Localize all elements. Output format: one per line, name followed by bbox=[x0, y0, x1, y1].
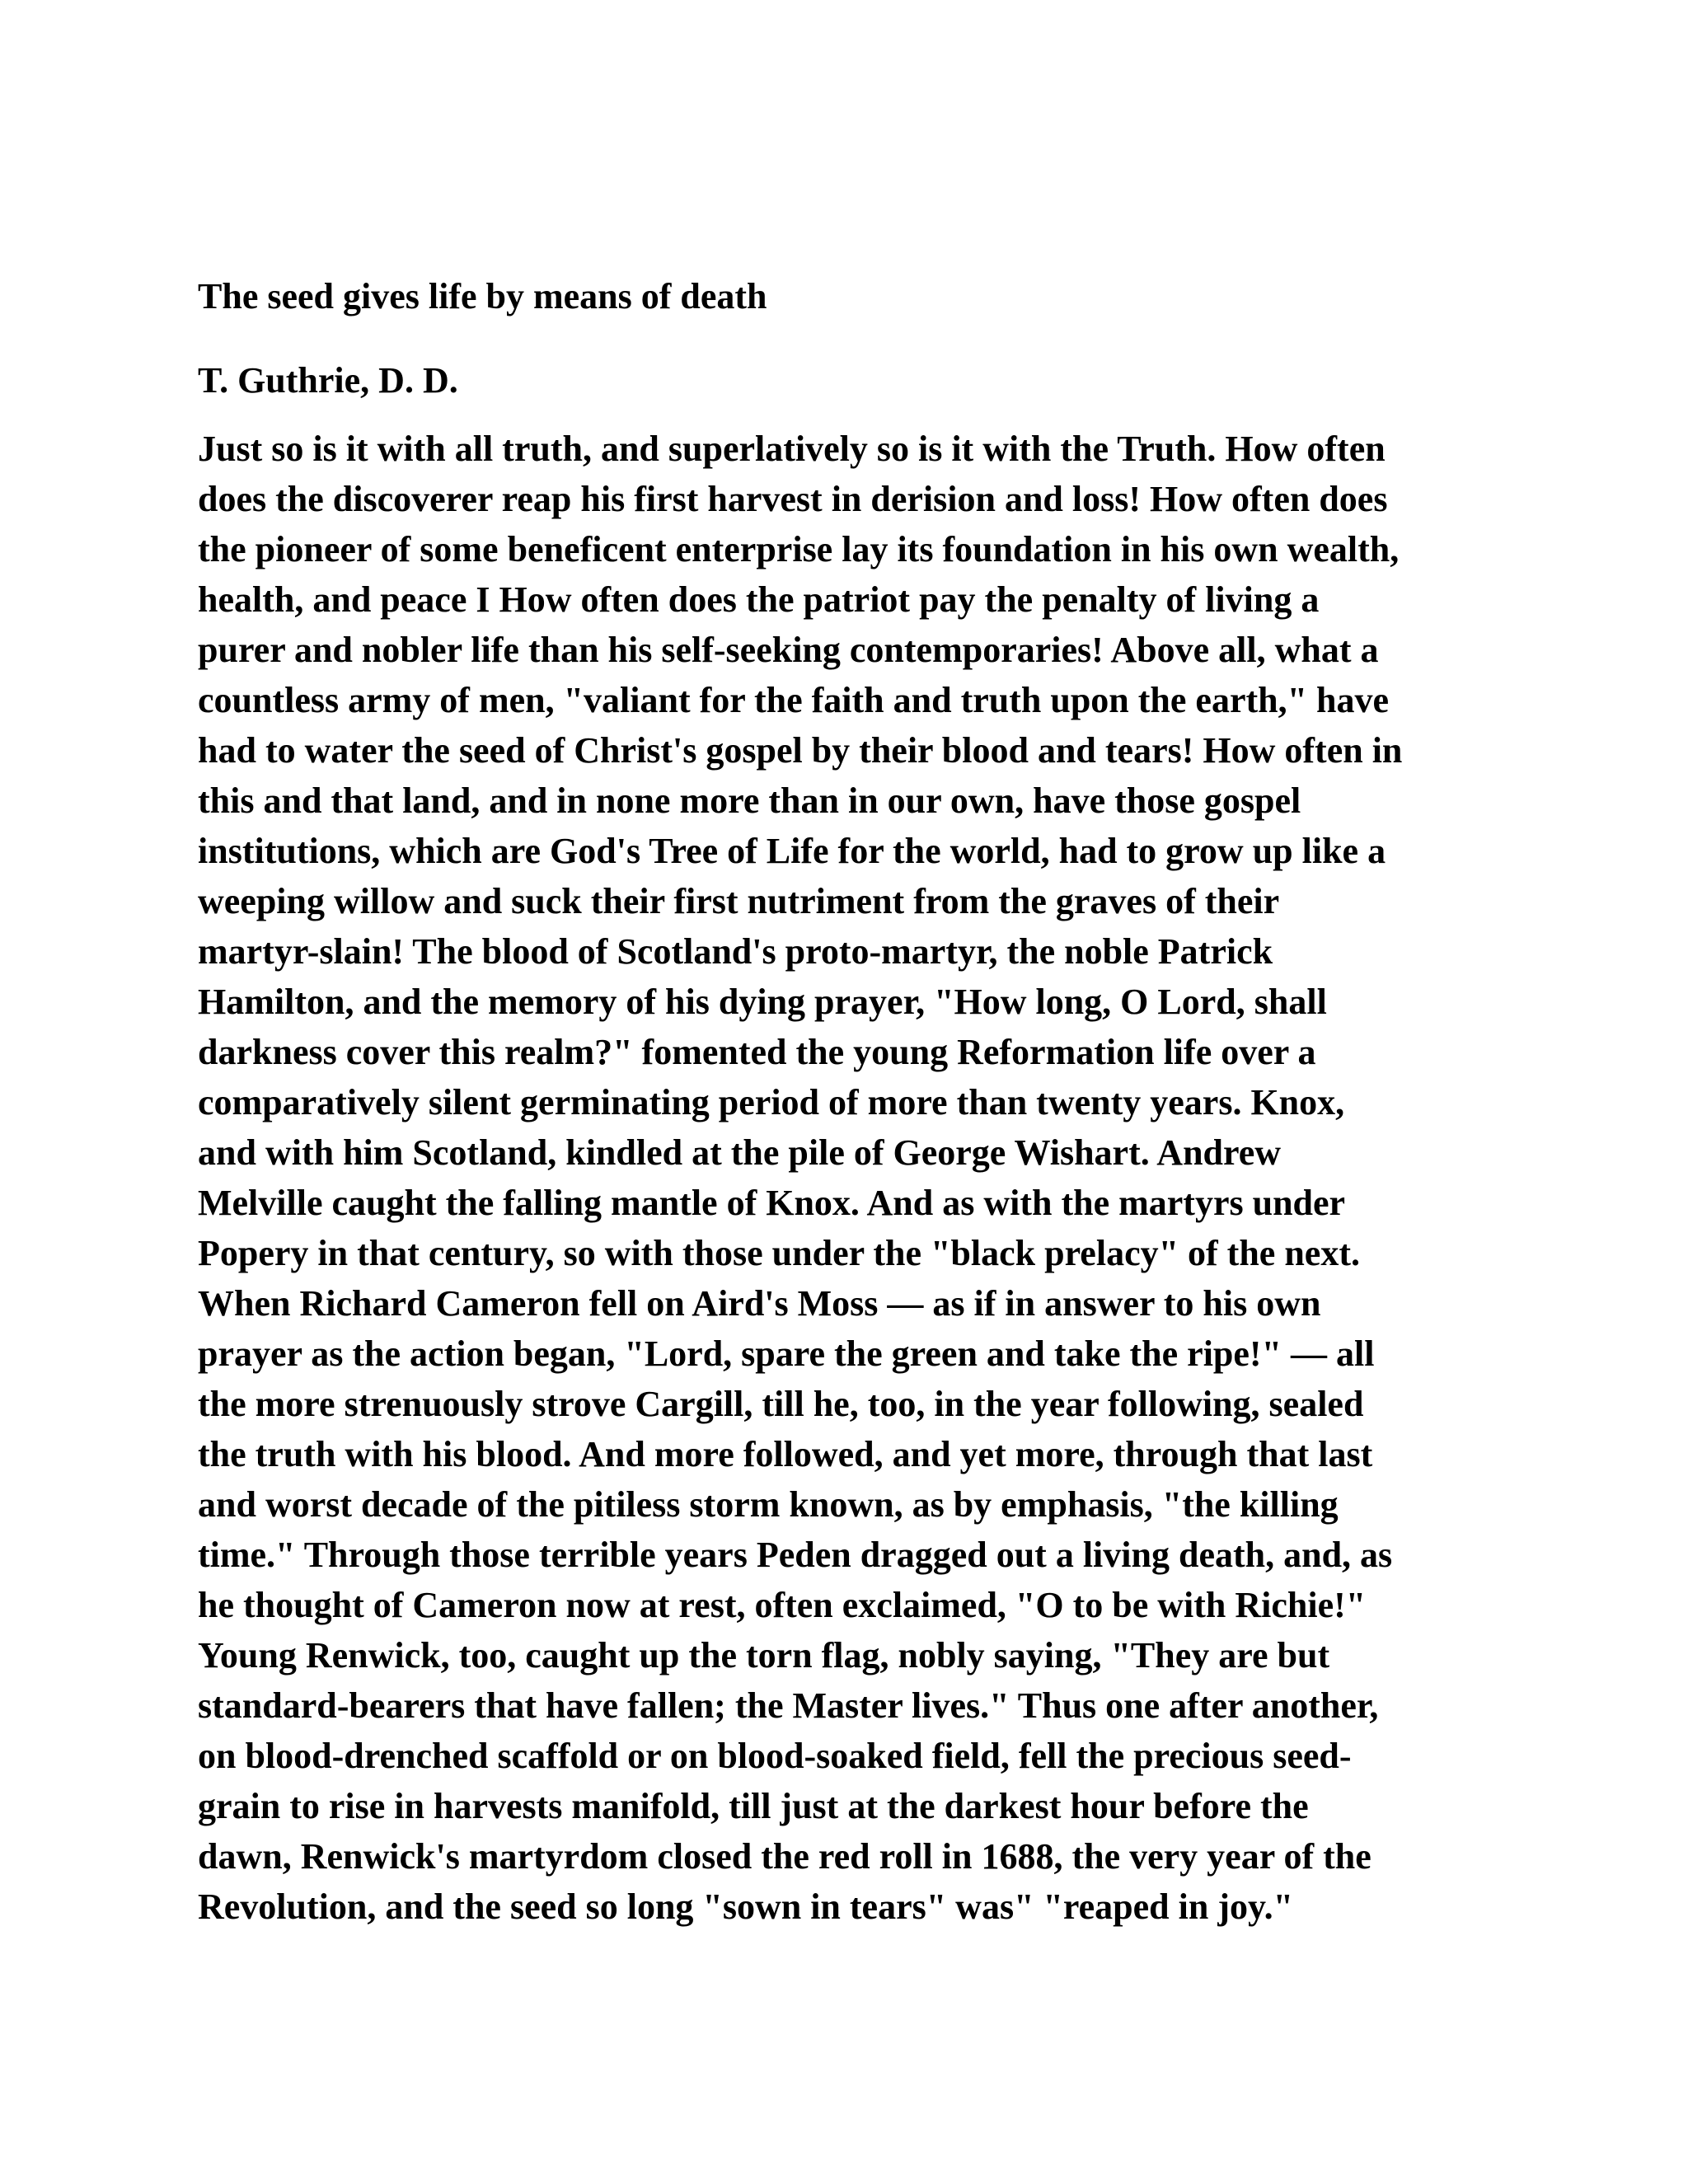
body-line: does the discoverer reap his first harvest in derision and loss! How often does bbox=[198, 479, 1388, 519]
body-line: prayer as the action began, "Lord, spare the green and take the ripe!" — all bbox=[198, 1333, 1375, 1374]
body-line: When Richard Cameron fell on Aird's Moss — as if in answer to his own bbox=[198, 1283, 1321, 1324]
body-line: the truth with his blood. And more followed, and yet more, through that last bbox=[198, 1434, 1373, 1474]
body-line: purer and nobler life than his self-seeking contemporaries! Above all, what a bbox=[198, 630, 1379, 670]
body-line: health, and peace I How often does the patriot pay the penalty of living a bbox=[198, 579, 1320, 620]
body-line: Revolution, and the seed so long "sown in tears" was" "reaped in joy." bbox=[198, 1886, 1294, 1927]
body-line: institutions, which are God's Tree of Life for the world, had to grow up like a bbox=[198, 831, 1386, 871]
body-line: dawn, Renwick's martyrdom closed the red roll in 1688, the very year of the bbox=[198, 1836, 1372, 1877]
body-line: this and that land, and in none more than in our own, have those gospel bbox=[198, 780, 1301, 821]
body-line: the pioneer of some beneficent enterprise lay its foundation in his own wealth, bbox=[198, 529, 1400, 569]
body-line: time." Through those terrible years Peden dragged out a living death, and, as bbox=[198, 1535, 1393, 1575]
body-line: Popery in that century, so with those under the "black prelacy" of the next. bbox=[198, 1233, 1360, 1273]
body-line: the more strenuously strove Cargill, till he, too, in the year following, sealed bbox=[198, 1384, 1364, 1424]
body-line: grain to rise in harvests manifold, till just at the darkest hour before the bbox=[198, 1786, 1309, 1826]
body-line: he thought of Cameron now at rest, often exclaimed, "O to be with Richie!" bbox=[198, 1585, 1367, 1625]
body-line: on blood-drenched scaffold or on blood-soaked field, fell the precious seed- bbox=[198, 1736, 1352, 1776]
body-line: weeping willow and suck their first nutriment from the graves of their bbox=[198, 881, 1280, 921]
body-line: had to water the seed of Christ's gospel by their blood and tears! How often in bbox=[198, 730, 1403, 771]
body-line: and worst decade of the pitiless storm known, as by emphasis, "the killing bbox=[198, 1484, 1339, 1525]
body-paragraph bbox=[198, 424, 1500, 1932]
body-line: martyr-slain! The blood of Scotland's proto-martyr, the noble Patrick bbox=[198, 931, 1273, 972]
body-line: countless army of men, "valiant for the faith and truth upon the earth," have bbox=[198, 680, 1390, 720]
body-line: Melville caught the falling mantle of Knox. And as with the martyrs under bbox=[198, 1183, 1346, 1223]
document-author: T. Guthrie, D. D. bbox=[198, 360, 458, 401]
body-line: standard-bearers that have fallen; the Master lives." Thus one after another, bbox=[198, 1685, 1379, 1726]
body-line: comparatively silent germinating period of more than twenty years. Knox, bbox=[198, 1082, 1345, 1122]
body-line: Hamilton, and the memory of his dying prayer, "How long, O Lord, shall bbox=[198, 982, 1327, 1022]
body-line: Just so is it with all truth, and superlatively so is it with the Truth. How often bbox=[198, 429, 1386, 469]
body-line: darkness cover this realm?" fomented the young Reformation life over a bbox=[198, 1032, 1316, 1072]
body-line: and with him Scotland, kindled at the pile of George Wishart. Andrew bbox=[198, 1132, 1282, 1173]
body-line: Young Renwick, too, caught up the torn flag, nobly saying, "They are but bbox=[198, 1635, 1330, 1675]
document-title: The seed gives life by means of death bbox=[198, 276, 767, 316]
